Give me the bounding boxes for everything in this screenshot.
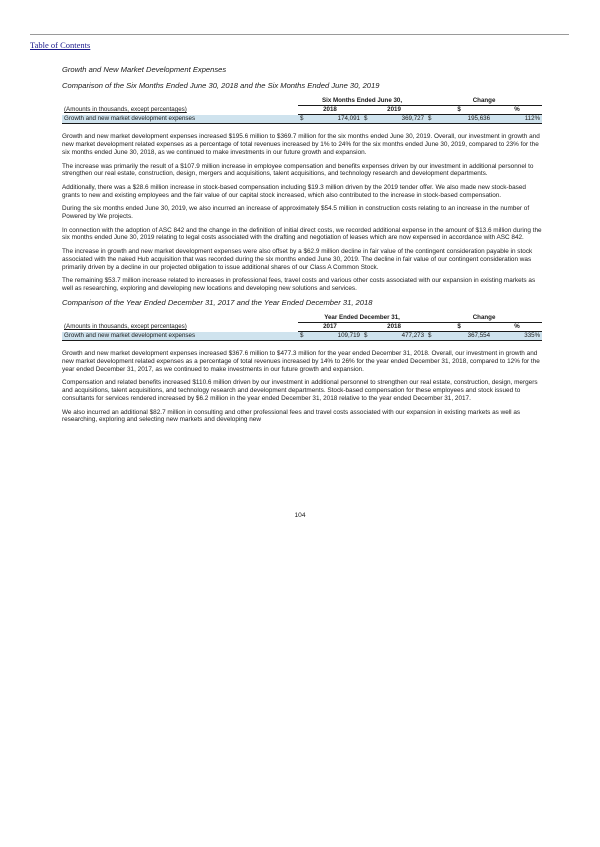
paragraph: The increase in growth and new market development expenses were also offset by a $62.9 million decline in fair value of the contingent consideration payable in stock associated with the naked Hub acquisition that was recorded during the six months ended June 30, 2019. The decline in fair value of our contingent consideration was primarily driven by a decline in our projected obligation to issue additional shares of our Class A Common Stock. [62,248,533,271]
value-dollar-change: 367,554 [434,332,492,341]
paragraph: In connection with the adoption of ASC 842 and the change in the definition of initial direct costs, we recorded additional expense in the amount of $13.6 million during the six months ended June 30, 2019 relating to legal costs associated with the drafting and negotiation of leases which are now expensed in accordance with ASC 842. [62,226,542,242]
top-divider [30,34,569,35]
paragraph: Compensation and related benefits increased $110.6 million driven by our investment in additional personnel to strengthen our real estate, construction, design, mergers and acquisitions, talent acquisitions, and technology research and development departments. Stock-based compensation for these employees and stock issued to consultants for services rendered increased by $6.2 million in the year ended December 31, 2018 relative to the year ended December 31, 2017. [62,379,538,402]
six-months-heading: Comparison of the Six Months Ended June 30, 2018 and the Six Months Ended June 30, 2019 [62,80,380,90]
change-group-header: Change [426,97,542,106]
paragraph: Growth and new market development expenses increased $195.6 million to $369.7 million for the six months ended June 30, 2019. Overall, our investment in growth and new market development related expenses as a percentage of total revenues increased by 1% to 24% for the six months ended June 30, 2019, compared to 23% for the six months ended June 30, 2018, as we continued to make investments in our future growth and expansion. [62,133,540,156]
value-year-2: 477,273 [370,332,426,341]
value-year-2: 369,727 [370,115,426,124]
paragraph: During the six months ended June 30, 2019, we also incurred an increase of approximately $54.5 million in construction costs relating to an increase in the number of Powered by We projects. [62,205,530,221]
period-group-header: Six Months Ended June 30, [298,97,426,106]
units-label: (Amounts in thousands, except percentages) [64,106,187,114]
currency-symbol: $ [426,115,434,124]
year-end-table [62,314,542,341]
paragraph: The remaining $53.7 million increase related to increases in professional fees, travel costs and various other costs associated with our expansion in existing markets as well as researching, exploring and developing new locations and developing new solutions and services. [62,277,536,292]
column-year-1: 2018 [298,106,362,115]
value-dollar-change: 195,636 [434,115,492,124]
six-months-table [62,97,542,124]
units-label: (Amounts in thousands, except percentages) [64,323,187,331]
column-percent-change: % [492,106,542,115]
paragraph: We also incurred an additional $82.7 million in consulting and other professional fees and travel costs associated with our expansion in existing markets as well as researching, exploring and selecting new markets and developing new [62,408,521,424]
column-dollar-change: $ [426,323,492,332]
table-of-contents-link[interactable]: Table of Contents [30,40,91,50]
change-group-header: Change [426,314,542,323]
value-year-1: 109,719 [306,332,362,341]
value-percent-change: 112% [492,115,542,124]
paragraph: Additionally, there was a $28.6 million increase in stock-based compensation including $19.3 million driven by the 2019 tender offer. We also made new stock-based grants to new and existing employees and the fair value of our capital stock increased, which also contributed to the increase in stock-based compensation. [62,183,526,199]
row-label: Growth and new market development expenses [62,332,298,341]
column-dollar-change: $ [426,106,492,115]
column-year-2: 2019 [362,106,426,115]
table-row [62,115,542,124]
table-row [62,332,542,341]
paragraph: Growth and new market development expenses increased $367.6 million to $477.3 million for the year ended December 31, 2018. Overall, our investment in growth and new market development related expenses as a percentage of total revenues increased by 14% to 26% for the year ended December 31, 2018, compared to 12% for the year ended December 31, 2017, as we continued to make investments in our future growth and expansion. [62,350,540,373]
year-end-heading: Comparison of the Year Ended December 31, 2017 and the Year Ended December 31, 2018 [62,297,373,307]
document-body [62,66,542,430]
section-title: Growth and New Market Development Expenses [62,65,227,74]
row-label: Growth and new market development expenses [62,115,298,124]
currency-symbol: $ [362,332,370,341]
value-year-1: 174,091 [306,115,362,124]
currency-symbol: $ [298,332,306,341]
period-group-header: Year Ended December 31, [298,314,426,323]
currency-symbol: $ [298,115,306,124]
page-number: 104 [294,512,306,519]
column-year-2: 2018 [362,323,426,332]
currency-symbol: $ [362,115,370,124]
currency-symbol: $ [426,332,434,341]
column-percent-change: % [492,323,542,332]
column-year-1: 2017 [298,323,362,332]
paragraph: The increase was primarily the result of a $107.9 million increase in employee compensation and benefits expenses driven by our investment in additional personnel to strengthen our real estate, construction, design, mergers and acquisitions, talent acquisitions, and technology research and development departments. [62,162,534,178]
value-percent-change: 335% [492,332,542,341]
